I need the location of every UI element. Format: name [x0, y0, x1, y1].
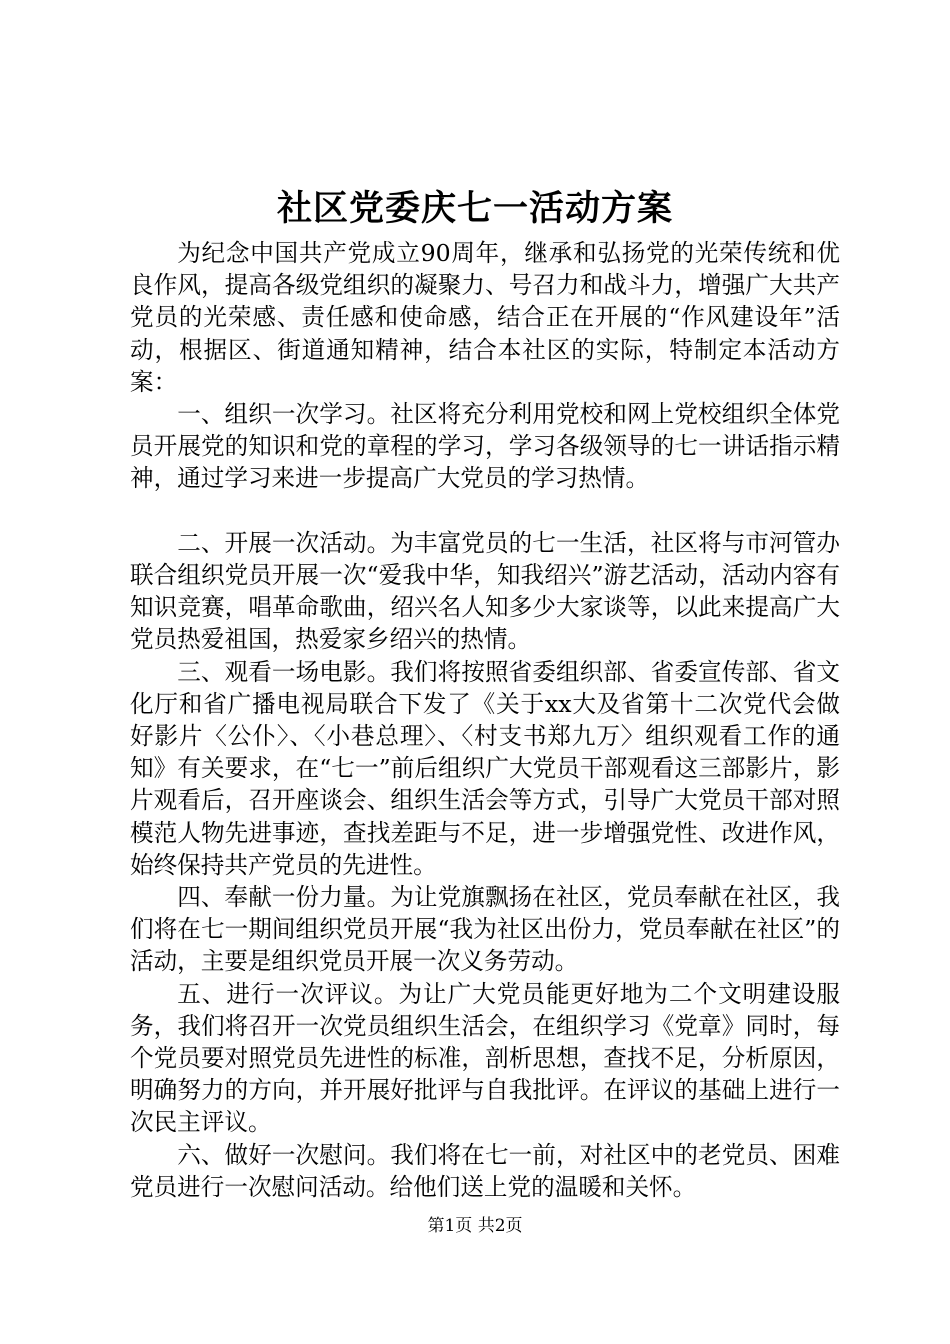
- intro-paragraph: 为纪念中国共产党成立90周年，继承和弘扬党的光荣传统和优良作风，提高各级党组织的凝聚力、号召力和战斗力，增强广大共产党员的光荣感、责任感和使命感，结合正在开展的“作风建设年”活动，根据区、街道通知精神，结合本社区的实际，特制定本活动方案：: [130, 239, 840, 396]
- section-paragraph-study: 一、组织一次学习。社区将充分利用党校和网上党校组织全体党员开展党的知识和党的章程的学习，学习各级领导的七一讲话指示精神，通过学习来进一步提高广大党员的学习热情。: [130, 400, 840, 493]
- section-paragraph-review: 五、进行一次评议。为让广大党员能更好地为二个文明建设服务，我们将召开一次党员组织生活会，在组织学习《党章》同时，每个党员要对照党员先进性的标准，剖析思想，查找不足，分析原因，明确努力的方向，并开展好批评与自我批评。在评议的基础上进行一次民主评议。: [130, 979, 840, 1137]
- document-title: 社区党委庆七一活动方案: [276, 188, 673, 229]
- section-paragraph-activity: 二、开展一次活动。为丰富党员的七一生活，社区将与市河管办联合组织党员开展一次“爱我中华，知我绍兴”游艺活动，活动内容有知识竞赛，唱革命歌曲，绍兴名人知多少大家谈等，以此来提高广大党员热爱祖国，热爱家乡绍兴的热情。: [130, 528, 840, 654]
- page-number-footer: 第1页 共2页: [427, 1216, 523, 1236]
- section-paragraph-visit: 六、做好一次慰问。我们将在七一前，对社区中的老党员、困难党员进行一次慰问活动。给他们送上党的温暖和关怀。: [130, 1140, 840, 1201]
- section-paragraph-movie: 三、观看一场电影。我们将按照省委组织部、省委宣传部、省文化厅和省广播电视局联合下发了《关于xx大及省第十二次党代会做好影片〈公仆〉、〈小巷总理〉、〈村支书郑九万〉组织观看工作的通知》有关要求，在“七一”前后组织广大党员干部观看这三部影片，影片观看后，召开座谈会、组织生活会等方式，引导广大党员干部对照模范人物先进事迹，查找差距与不足，进一步增强党性、改进作风，始终保持共产党员的先进性。: [130, 657, 840, 879]
- section-paragraph-contribution: 四、奉献一份力量。为让党旗飘扬在社区，党员奉献在社区，我们将在七一期间组织党员开展“我为社区出份力，党员奉献在社区”的活动，主要是组织党员开展一次义务劳动。: [130, 883, 840, 976]
- document-body: [130, 237, 840, 1203]
